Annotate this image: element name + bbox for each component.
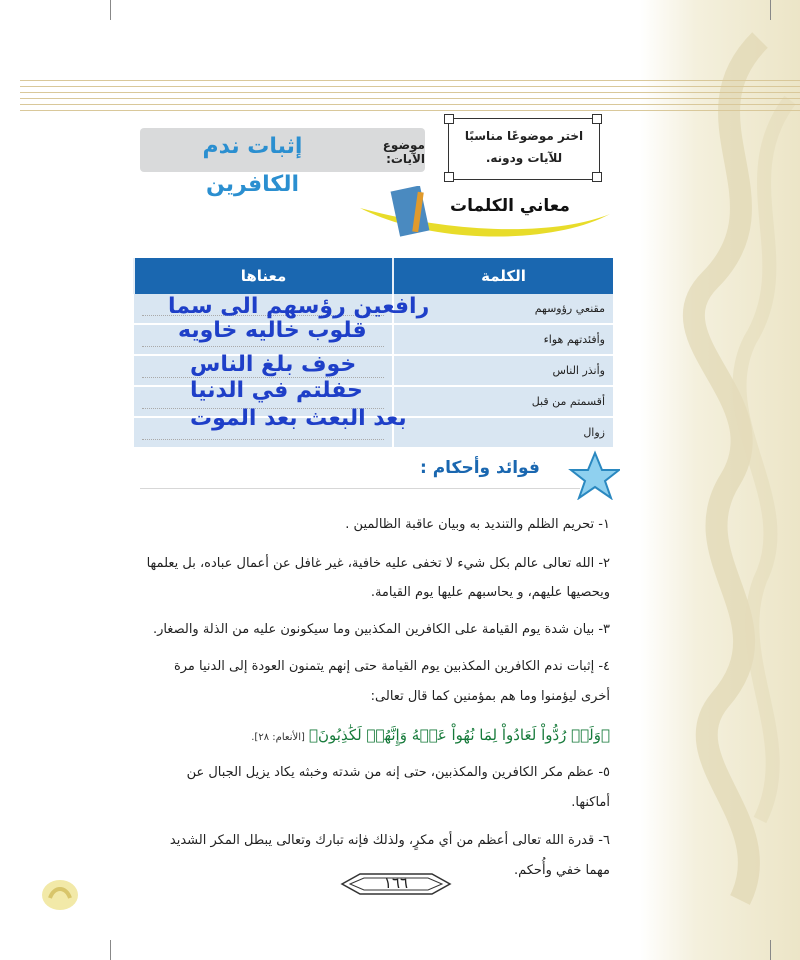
- table-header-row: [134, 258, 613, 294]
- benefit-item-cont: ويحصيها عليهم، و يحاسبهم عليها يوم القيامة.: [370, 585, 610, 600]
- handwritten-answer: رافعين رؤسهم الى سما: [168, 294, 430, 319]
- topic-title: إثبات ندم الكافرين: [202, 134, 303, 197]
- benefit-item-cont: أماكنها.: [571, 795, 610, 810]
- handwritten-answer: بعد البعث بعد الموت: [190, 406, 407, 431]
- benefit-item: ٣- بيان شدة يوم القيامة على الكافرين المكذبين وما سيكونون عليه من الذلة والصغار.: [152, 622, 610, 637]
- word-cell: وأفئدتهم هواء: [393, 324, 613, 355]
- benefit-item-cont: أخرى ليؤمنوا وما هم بمؤمنين كما قال تعالى:: [370, 689, 610, 704]
- swoosh-banner-icon: [355, 186, 615, 246]
- crop-mark: [770, 940, 771, 960]
- word-cell: زوال: [393, 417, 613, 448]
- benefit-item: ٦- قدرة الله تعالى أعظم من أي مكرٍ، ولذلك فإنه تبارك وتعالى يبطل المكر الشديد: [169, 833, 610, 848]
- benefit-item: ١- تحريم الظلم والتنديد به وبيان عاقبة الظالمين .: [345, 517, 610, 532]
- corner-icon: [444, 172, 454, 182]
- task-line-2: للآيات ودونه.: [485, 151, 563, 165]
- benefits-title: فوائد وأحكام :: [420, 458, 540, 478]
- vocab-section-title: معاني الكلمات: [450, 196, 570, 216]
- benefit-item-cont: مهما خفي وأُحكم.: [513, 863, 610, 878]
- column-header-meaning: معناها: [134, 258, 393, 294]
- star-icon: [565, 450, 620, 500]
- topic-label: موضوع الآيات:: [382, 138, 425, 166]
- logo-icon: [40, 878, 80, 912]
- word-cell: وأنذر الناس: [393, 355, 613, 386]
- decorative-margin: [640, 0, 800, 960]
- handwritten-answer: حفلتم في الدنيا: [190, 378, 363, 403]
- divider: [140, 488, 580, 489]
- ornament-icon: [640, 0, 800, 960]
- verse-line: [130, 720, 610, 753]
- benefit-item: ٢- الله تعالى عالم بكل شيء لا تخفى عليه خافية، غير غافل عن أعمال عباده، بل يعلمها: [146, 556, 610, 571]
- crop-mark: [110, 0, 111, 20]
- word-cell: مقنعي رؤوسهم: [393, 294, 613, 324]
- quran-verse: ﴿وَلَوۡ رُدُّواْ لَعَادُواْ لِمَا نُهُواْ عَنۡهُ وَإِنَّهُمۡ لَكَٰذِبُونَ﴾: [309, 726, 610, 744]
- task-line-1: اختر موضوعًا مناسبًا: [464, 129, 584, 143]
- page-number: ١٦٦: [383, 874, 409, 892]
- column-header-word: الكلمة: [393, 258, 613, 294]
- word-cell: أقسمتم من قبل: [393, 386, 613, 417]
- corner-icon: [592, 114, 602, 124]
- verse-reference: [الأنعام: ٢٨].: [251, 732, 305, 743]
- header-lines: [20, 80, 800, 120]
- crop-mark: [770, 0, 771, 20]
- corner-icon: [444, 114, 454, 124]
- task-box: [448, 118, 600, 180]
- corner-icon: [592, 172, 602, 182]
- handwritten-answer: قلوب خاليه خاويه: [178, 318, 367, 343]
- crop-mark: [110, 940, 111, 960]
- benefit-item: ٥- عظم مكر الكافرين والمكذبين، حتى إنه من شدته وخبثه يكاد يزيل الجبال عن: [186, 765, 610, 780]
- benefit-item: ٤- إثبات ندم الكافرين المكذبين يوم القيامة حتى إنهم يتمنون العودة إلى الدنيا مرة: [173, 659, 610, 674]
- handwritten-answer: خوف بلغ الناس: [190, 352, 357, 377]
